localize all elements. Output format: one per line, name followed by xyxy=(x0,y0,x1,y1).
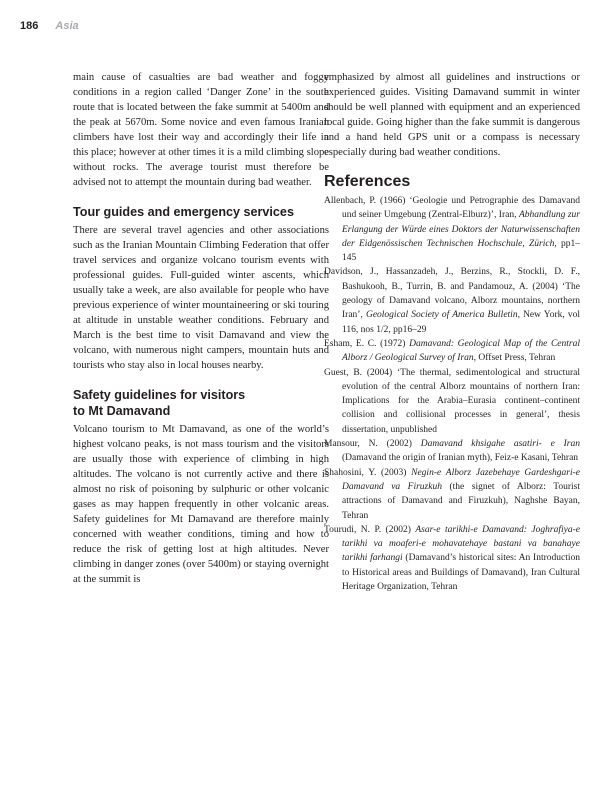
reference-pre: Shahosini, Y. (2003) xyxy=(324,467,412,478)
tour-guides-paragraph: There are several travel agencies and other associations such as the Iranian Mountain Climbing Federation that offer travel services and organize volcano tourism events with professional guides. Full-guided winter ascents, which usually take a week, are also available for people who have previous experience of winter mountaineering or ski touring at altitude in unstable weather conditions. February and March is the best time to visit Damavand and view the volcano, with numerous night campers, mountain huts and tourists who stay also in local houses nearby. xyxy=(73,225,329,371)
reference-title: Abhandlung zur Erlangung der Würde eines Doktors der Naturwissenschaften der Eidgenössischen Technischen Hochschule, Zürich xyxy=(342,210,580,249)
running-head xyxy=(20,20,79,32)
reference-pre: Tourudi, N. P. (2002) xyxy=(324,524,416,535)
reference-pre: Guest, B. (2004) ‘The thermal, sedimentological and structural evolution of the central Alborz mountains of northern Iran: Implications for the Arabia–Eurasia continent–continent collision and collisional processes in general’, thesis dissertation, unpublished xyxy=(324,367,580,435)
section-heading-safety-guidelines xyxy=(73,387,329,419)
reference-post: , Offset Press, Tehran xyxy=(473,353,556,364)
reference-entry xyxy=(324,337,580,366)
reference-post: (Damavand’s historical sites: An Introduction to Historical areas and Buildings of Damavand), Iran Cultural Heritage Organization, Tehran xyxy=(342,553,581,593)
reference-pre: Allenbach, P. (1966) ‘Geologie und Petrographie des Damavand und seiner Umgebung (Zentral-Elburz)’, Iran, xyxy=(324,196,580,221)
intro-paragraph: main cause of casualties are bad weather and foggy conditions in a region called ‘Danger Zone’ in the south route that is located between the fake summit at 5400m and the peak at 5670m. Some novice and even famous Iranian climbers have lost their way and accordingly their life in this place; however at other times it is a mild climbing slope without rocks. The average tourist must therefore be advised not to attempt the mountain during bad weather. xyxy=(73,72,329,188)
reference-pre: Mansour, N. (2002) xyxy=(324,439,421,450)
references-heading: References xyxy=(324,173,411,190)
reference-title: Damavand: Geological Map of the Central Alborz / Geological Survey of Iran xyxy=(342,338,580,364)
reference-post: , pp1–145 xyxy=(342,238,580,264)
safety-heading-line1: Safety guidelines for visitors xyxy=(73,388,246,402)
reference-entry xyxy=(324,265,580,336)
reference-title: Negin-e Alborz Jazebehaye Gardeshgari-e Damavand va Firuzkuh xyxy=(342,467,581,492)
section-heading-tour-guides: Tour guides and emergency services xyxy=(73,205,294,219)
safety-guidelines-paragraph: Volcano tourism to Mt Damavand, as one of the world’s highest volcano peaks, is not mass tourism and the visitors are usually those with experience of climbing in high altitudes. The volcano is not currently active and there is almost no risk of poisoning by sulphuric or other volcanic gases as may happen frequently in other volcanic areas. Safety guidelines for Mt Damavand are therefore mainly concerned with weather conditions, timing and how to reduce the risk of getting lost at high altitudes. Never climbing in danger zones (over 5400m) or staying overnight at the summit is xyxy=(73,424,329,585)
page-number: 186 xyxy=(20,20,39,32)
running-title: Asia xyxy=(55,20,79,32)
reference-title: Asar-e tarikhi-e Damavand: Joghrafiya-e tarikhi va moaferi-e mohavatehaye bastani va banahaye tarikhi farhangi xyxy=(342,524,580,564)
reference-pre: Esham, E. C. (1972) xyxy=(324,338,410,349)
left-column xyxy=(73,70,329,587)
reference-pre: Davidson, J., Hassanzadeh, J., Berzins, R., Stockli, D. F., Bashukooh, B., Turrin, B. and Pandamouz, A. (2004) ‘The geology of Damavand volcano, Alborz mountains, northern Iran’, xyxy=(324,267,580,321)
reference-title: Damavand khsigahe asatiri- e Iran xyxy=(420,439,580,450)
reference-entry xyxy=(324,366,580,437)
continued-paragraph: emphasized by almost all guidelines and instructions or experienced guides. Visiting Damavand summit in winter should be well planned with equipment and an experienced local guide. Going higher than the fake summit is dangerous and a hand held GPS unit or a compass is necessary especially during bad weather conditions. xyxy=(324,72,580,158)
reference-list xyxy=(324,194,580,594)
reference-post: (Damavand the origin of Iranian myth), Feiz-e Kasani, Tehran xyxy=(342,453,579,464)
reference-entry xyxy=(324,466,580,523)
reference-entry xyxy=(324,523,580,594)
reference-entry xyxy=(324,437,580,466)
reference-post: (the signet of Alborz: Tourist attractions of Damavand and Firuzkuh), Naghshe Bayan, Tehran xyxy=(342,481,580,521)
right-column xyxy=(324,70,580,594)
reference-post: , New York, vol 116, nos 1/2, pp16–29 xyxy=(342,310,580,335)
reference-entry xyxy=(324,194,580,265)
reference-title: Geological Society of America Bulletin xyxy=(365,310,518,321)
safety-heading-line2: to Mt Damavand xyxy=(73,404,171,418)
